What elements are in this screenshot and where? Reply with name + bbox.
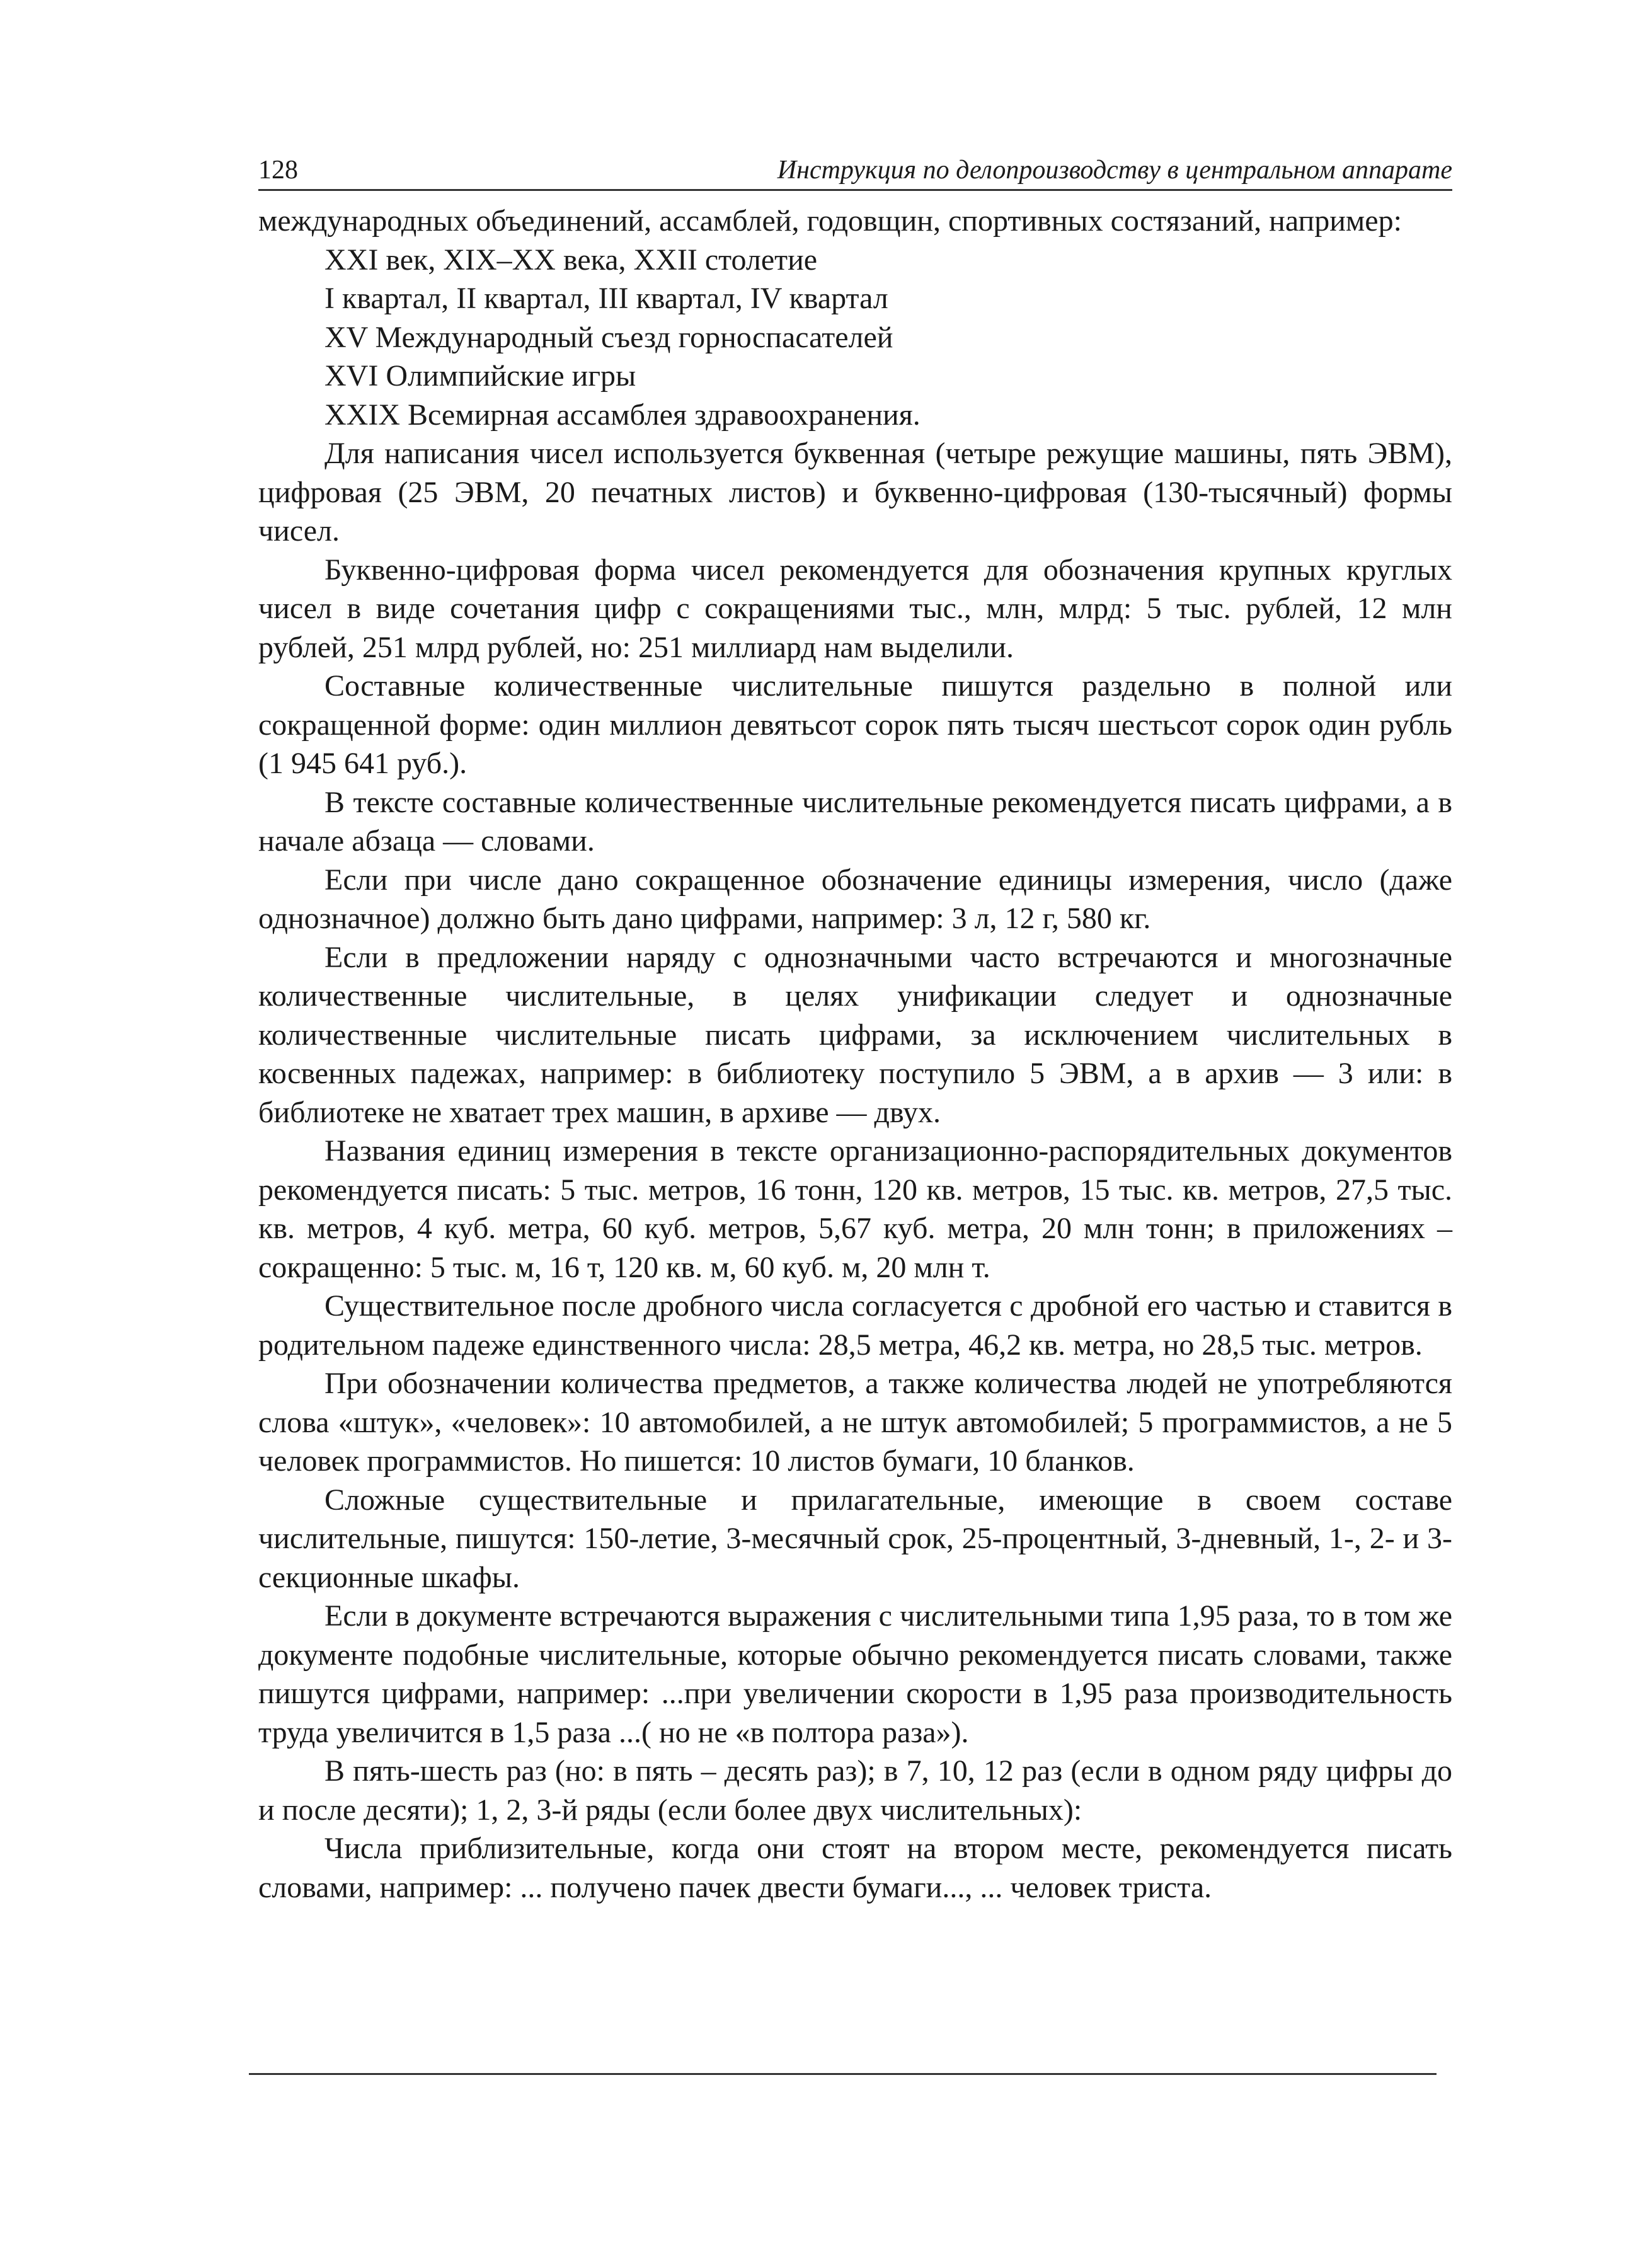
- paragraph: Если при числе дано сокращенное обозначение единицы измерения, число (даже однозначное) должно быть дано цифрами, например: 3 л, 12 г, 580 кг.: [258, 863, 1452, 935]
- running-title: Инструкция по делопроизводству в центральном аппарате: [777, 156, 1452, 185]
- paragraph: В пять-шесть раз (но: в пять – десять раз); в 7, 10, 12 раз (если в одном ряду цифры до и после десяти); 1, 2, 3-й ряды (если более двух числительных):: [258, 1754, 1452, 1827]
- paragraph: Числа приблизительные, когда они стоят на втором месте, рекомендуется писать словами, например: ... получено пачек двести бумаги..., ... человек триста.: [258, 1832, 1452, 1904]
- paragraph: Если в предложении наряду с однозначными часто встречаются и многозначные количественные числительные, в целях унификации следует и однозначные количественные числительные писать цифрами, за исключением числительных в косвенных падежах, например: в библиотеку поступило 5 ЭВМ, а в архив — 3 или: в библиотеке не хватает трех машин, в архиве — двух.: [258, 940, 1452, 1129]
- footer-rule: [249, 2073, 1437, 2075]
- example-item: XXIX Всемирная ассамблея здравоохранения.: [324, 398, 921, 432]
- intro-paragraph: международных объединений, ассамблей, годовщин, спортивных состязаний, например:: [258, 204, 1402, 238]
- example-item: XVI Олимпийские игры: [324, 359, 636, 393]
- paragraph: Сложные существительные и прилагательные, имеющие в своем составе числительные, пишутся: 150-летие, 3-месячный срок, 25-процентный, 3-дневный, 1-, 2- и 3-секционные шкафы.: [258, 1483, 1452, 1594]
- paragraph: Для написания чисел используется буквенная (четыре режущие машины, пять ЭВМ), цифровая (25 ЭВМ, 20 печатных листов) и буквенно-цифровая (130-тысячный) формы чисел.: [258, 437, 1452, 548]
- paragraph: Существительное после дробного числа согласуется с дробной его частью и ставится в родительном падеже единственного числа: 28,5 метра, 46,2 кв. метра, но 28,5 тыс. метров.: [258, 1289, 1452, 1362]
- paragraph: Буквенно-цифровая форма чисел рекомендуется для обозначения крупных круглых чисел в виде сочетания цифр с сокращениями тыс., млн, млрд: 5 тыс. рублей, 12 млн рублей, 251 млрд рублей, но: 251 миллиард нам выделили.: [258, 553, 1452, 664]
- example-item: I квартал, II квартал, III квартал, IV квартал: [324, 282, 888, 315]
- paragraph: В тексте составные количественные числительные рекомендуется писать цифрами, а в начале абзаца — словами.: [258, 785, 1452, 858]
- examples-list: [258, 241, 1452, 435]
- page-header: [258, 145, 1452, 191]
- page-number: 128: [258, 156, 298, 185]
- example-item: XXI век, XIX–XX века, XXII столетие: [324, 243, 818, 277]
- paragraph: Составные количественные числительные пишутся раздельно в полной или сокращенной форме: один миллион девятьсот сорок пять тысяч шестьсот сорок один рубль (1 945 641 руб.).: [258, 669, 1452, 780]
- paragraph: Если в документе встречаются выражения с числительными типа 1,95 раза, то в том же документе подобные числительные, которые обычно рекомендуется писать словами, также пишутся цифрами, например: ...при увеличении скорости в 1,95 раза производительность труда увеличится в 1,5 раза ...( но не «в полтора раза»).: [258, 1599, 1452, 1749]
- paragraph: При обозначении количества предметов, а также количества людей не употребляются слова «штук», «человек»: 10 автомобилей, а не штук автомобилей; 5 программистов, а не 5 человек программистов. Но пишется: 10 листов бумаги, 10 бланков.: [258, 1367, 1452, 1478]
- paragraph: Названия единиц измерения в тексте организационно-распорядительных документов рекомендуется писать: 5 тыс. метров, 16 тонн, 120 кв. метров, 15 тыс. кв. метров, 27,5 тыс. кв. метров, 4 куб. метра, 60 куб. метров, 5,67 куб. метра, 20 млн тонн; в приложениях – сокращенно: 5 тыс. м, 16 т, 120 кв. м, 60 куб. м, 20 млн т.: [258, 1134, 1452, 1284]
- body-text: [258, 202, 1452, 1907]
- example-item: XV Международный съезд горноспасателей: [324, 320, 893, 354]
